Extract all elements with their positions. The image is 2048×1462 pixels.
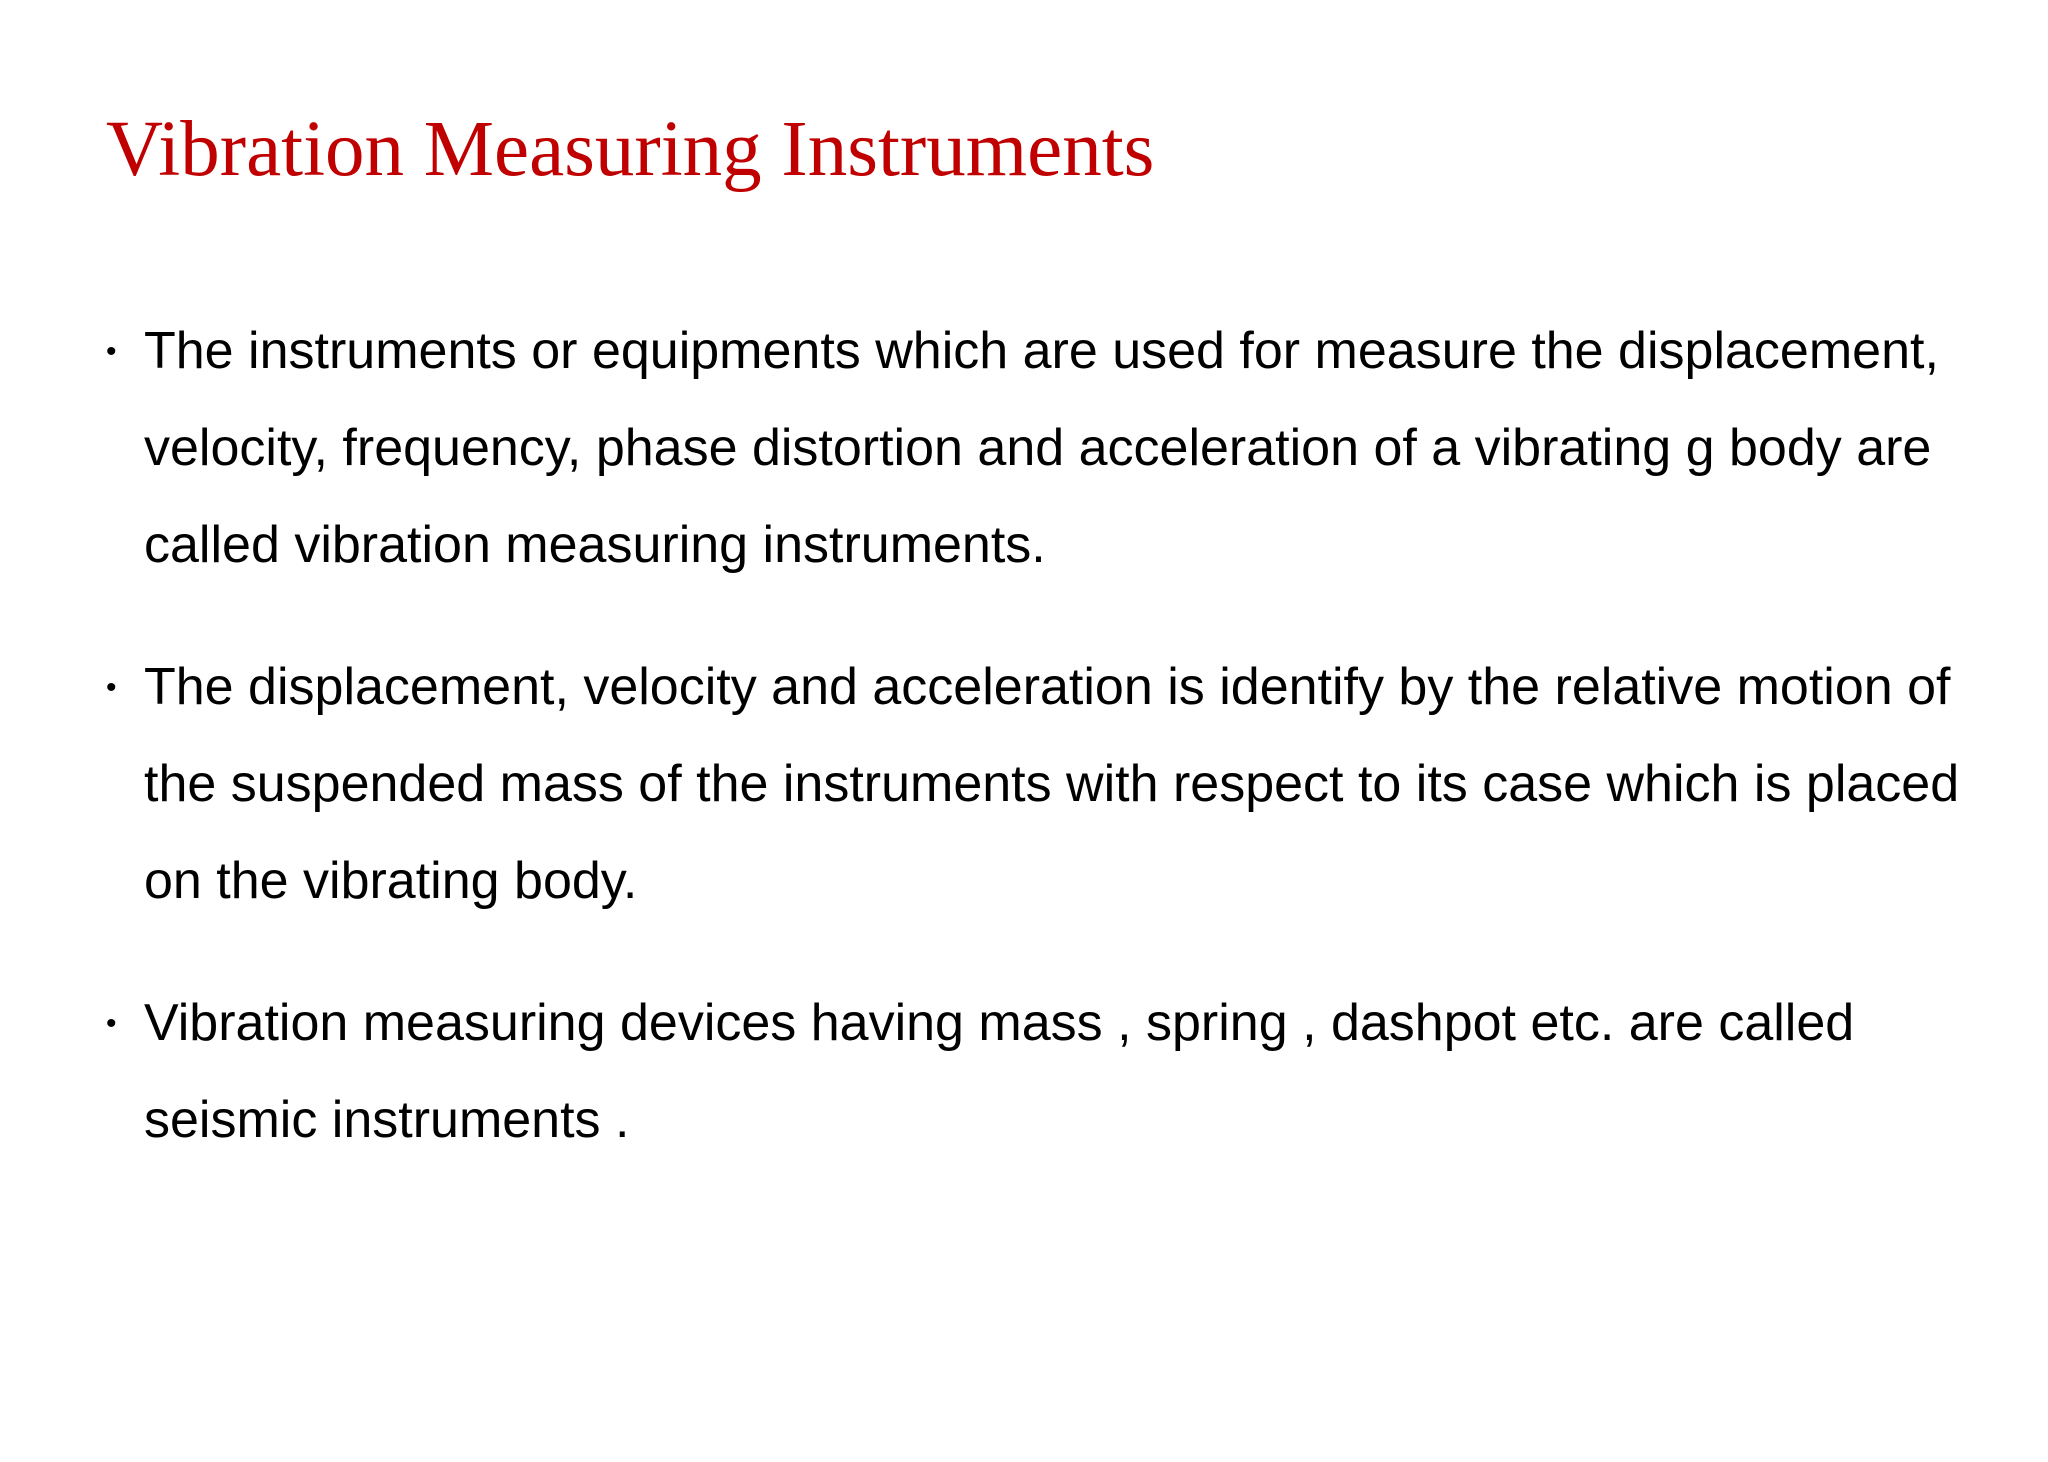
bullet-text: Vibration measuring devices having mass , spring , dashpot etc. are called seismic instruments . — [144, 994, 1855, 1149]
bullet-dot-icon: • — [106, 335, 117, 368]
bullet-text: The displacement, velocity and acceleration is identify by the relative motion of the suspended mass of the instruments with respect to its case which is placed on the vibrating body. — [144, 658, 1960, 910]
slide-title: Vibration Measuring Instruments — [106, 106, 1155, 193]
bullet-dot-icon: • — [106, 1007, 117, 1040]
bullet-text: The instruments or equipments which are used for measure the displacement, velocity, frequency, phase distortion and acceleration of a vibrating g body are called vibration measuring instruments. — [144, 322, 1939, 574]
bullet-item — [106, 975, 2016, 1169]
bullet-item — [106, 639, 2016, 930]
bullet-item — [106, 303, 2016, 594]
bullet-dot-icon: • — [106, 671, 117, 704]
